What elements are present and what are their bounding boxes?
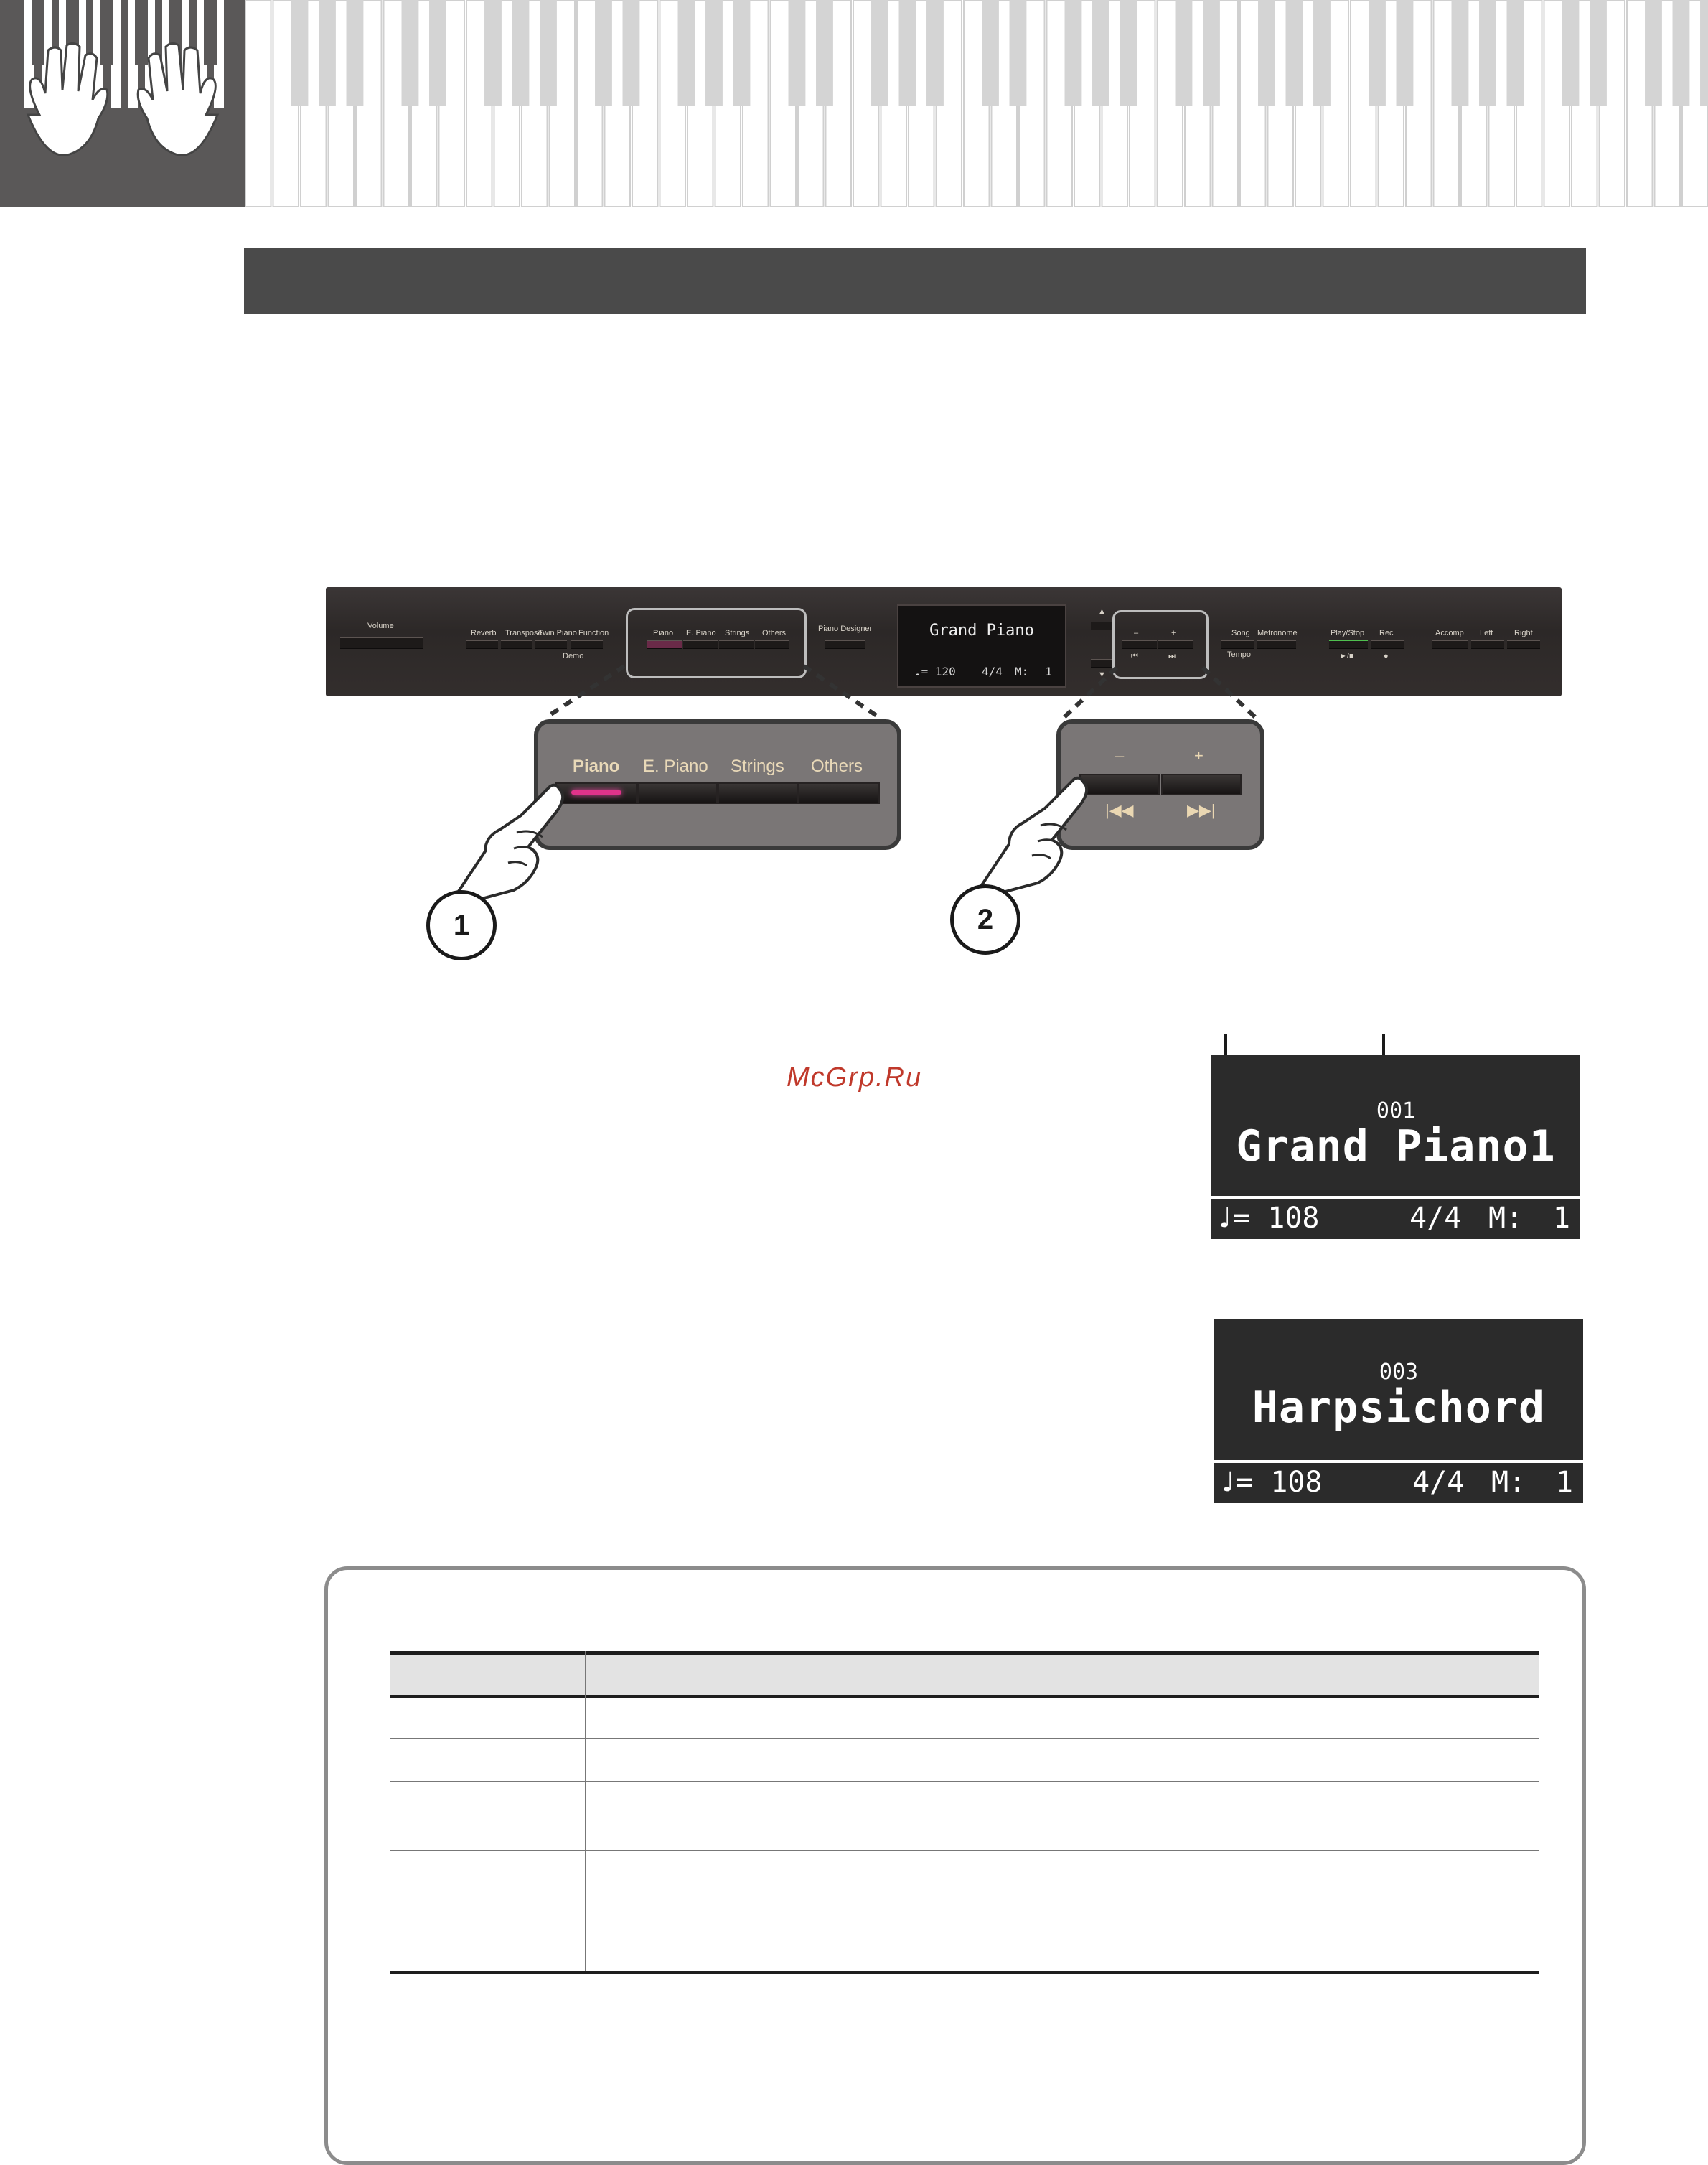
play-stop-label: Play/Stop [1331, 629, 1365, 637]
lcd-1-tone-number: 001 [1376, 1098, 1416, 1123]
lcd-1-tone-name: Grand Piano1 [1236, 1121, 1556, 1172]
plus-label: + [1171, 629, 1176, 637]
pointing-hand-icon [445, 782, 574, 904]
panel-display-tone: Grand Piano [929, 622, 1034, 640]
left-label: Left [1480, 629, 1493, 637]
lcd-display-1 [1211, 1055, 1580, 1239]
zoom-piano-label: Piano [573, 757, 620, 776]
piano-label: Piano [653, 629, 674, 637]
lcd-1-measure: M: [1488, 1202, 1524, 1235]
e-piano-label: E. Piano [686, 629, 716, 637]
table-header-row [390, 1651, 1539, 1698]
zoom-e-piano-button[interactable] [637, 782, 718, 804]
rec-icon: ● [1384, 652, 1389, 660]
lcd-1-status-bar [1211, 1196, 1580, 1236]
table-row [390, 1782, 1539, 1851]
table-column-divider [585, 1651, 586, 1973]
metronome-label: Metronome [1257, 629, 1298, 637]
table-row [390, 1698, 1539, 1739]
rec-label: Rec [1379, 629, 1394, 637]
zoom-forward-icon: ▶▶| [1187, 801, 1216, 819]
panel-display-measure-value: 1 [1045, 665, 1052, 678]
others-label: Others [762, 629, 787, 637]
twin-piano-label: Twin Piano [538, 629, 577, 637]
song-label: Song [1231, 629, 1250, 637]
panel-display-measure: M: [1015, 665, 1029, 678]
lcd-display-2 [1214, 1319, 1583, 1503]
lcd-1-beat: 4/4 [1409, 1202, 1462, 1235]
piano-designer-label: Piano Designer [818, 625, 873, 633]
zoom-minus-label: – [1115, 747, 1125, 764]
up-arrow-icon: ▲ [1098, 607, 1106, 616]
zoom-plus-button[interactable] [1161, 774, 1242, 795]
lcd-1-tempo: ♩= 108 [1216, 1202, 1320, 1235]
rewind-icon: ⏮ [1131, 652, 1138, 660]
zoom-others-button[interactable] [798, 782, 880, 804]
pointing-hand-icon-2 [969, 775, 1098, 897]
function-label: Function [578, 629, 609, 637]
panel-display-beat: 4/4 [982, 665, 1003, 678]
play-stop-icon: ►/■ [1339, 652, 1354, 660]
strings-label: Strings [725, 629, 750, 637]
table-bottom-rule [390, 1971, 1539, 1974]
transpose-label: Transpose [505, 629, 543, 637]
lcd-2-beat: 4/4 [1412, 1466, 1465, 1499]
lcd-2-measure-value: 1 [1555, 1466, 1573, 1499]
minus-label: – [1134, 629, 1139, 637]
accomp-label: Accomp [1435, 629, 1464, 637]
zoom-e-piano-label: E. Piano [643, 757, 708, 776]
table-row [390, 1739, 1539, 1782]
lcd-1-measure-value: 1 [1552, 1202, 1570, 1235]
reverb-label: Reverb [471, 629, 497, 637]
zoom-rewind-icon: |◀◀ [1105, 801, 1134, 819]
lcd-2-tempo: ♩= 108 [1219, 1466, 1323, 1499]
lcd-2-tone-number: 003 [1379, 1360, 1419, 1385]
zoom-strings-label: Strings [731, 757, 784, 776]
lcd-2-status-bar [1214, 1460, 1583, 1500]
watermark: McGrp.Ru [787, 1062, 923, 1093]
step-1-badge: 1 [426, 890, 497, 960]
tempo-label: Tempo [1227, 650, 1252, 659]
volume-label: Volume [367, 622, 394, 630]
zoom-strings-button[interactable] [718, 782, 798, 804]
down-arrow-icon: ▼ [1098, 670, 1106, 679]
fast-forward-icon: ⏭ [1168, 652, 1176, 660]
piano-led-icon [571, 790, 621, 795]
lcd-2-measure: M: [1491, 1466, 1526, 1499]
panel-display-tempo: ♩= 120 [914, 665, 956, 678]
demo-label: Demo [563, 652, 584, 660]
zoom-plus-label: + [1194, 747, 1203, 764]
right-label: Right [1514, 629, 1533, 637]
lcd-2-tone-name: Harpsichord [1252, 1383, 1546, 1433]
callout-connectors [0, 0, 1708, 790]
zoom-others-label: Others [811, 757, 863, 776]
step-2-badge: 2 [950, 884, 1020, 955]
